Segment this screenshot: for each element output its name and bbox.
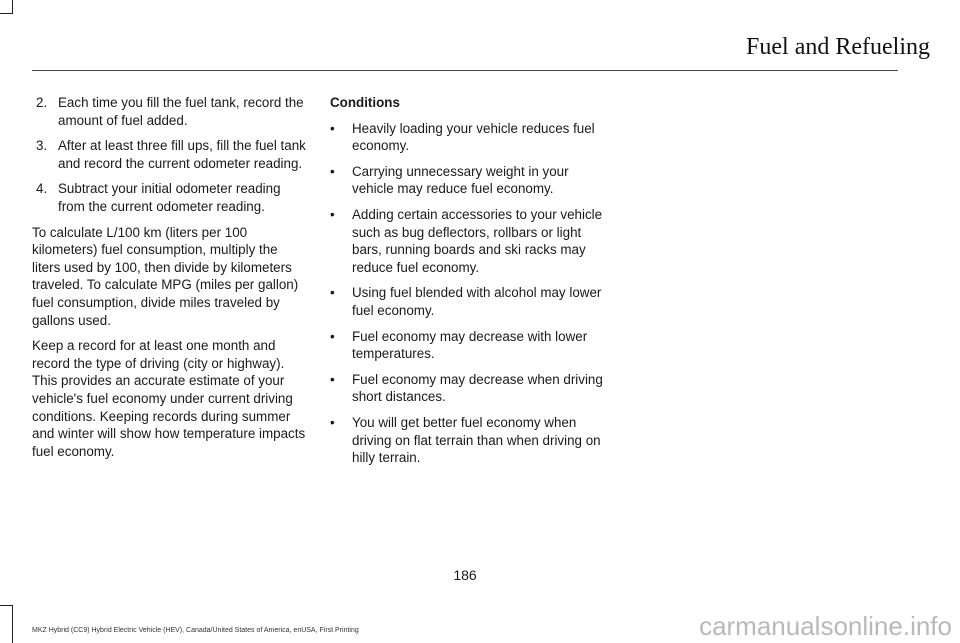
- bullet-item: [330, 328, 606, 363]
- item-text: After at least three fill ups, fill the fuel tank and record the current odometer reading.: [58, 138, 306, 171]
- bullet-text: Adding certain accessories to your vehicle such as bug deflectors, rollbars or light bars, running boards and ski racks may reduce fuel economy.: [352, 206, 603, 275]
- bullet-text: Fuel economy may decrease when driving short distances.: [352, 371, 603, 405]
- item-text: Subtract your initial odometer reading from the current odometer reading.: [58, 181, 281, 214]
- bullet-text: Carrying unnecessary weight in your vehicle may reduce fuel economy.: [352, 163, 569, 197]
- bullet-text: Fuel economy may decrease with lower temperatures.: [352, 328, 588, 362]
- crop-mark-bottom-left-horizontal: [0, 605, 13, 606]
- crop-mark-top-left-horizontal: [0, 13, 13, 14]
- section-heading: Conditions: [330, 95, 400, 110]
- crop-mark-bottom-left-vertical: [12, 605, 13, 643]
- numbered-item: [32, 94, 308, 129]
- left-column: [32, 94, 308, 468]
- document-info: MKZ Hybrid (CC9) Hybrid Electric Vehicle (HEV), Canada/United States of America, enUSA, First Printing: [32, 627, 359, 634]
- bullet-dot: •: [330, 120, 335, 136]
- bullet-item: [330, 120, 606, 155]
- watermark-logo: carmanualsonline.info: [699, 611, 952, 641]
- item-number: 3.: [36, 138, 48, 154]
- bullet-dot: •: [330, 163, 335, 179]
- item-number: 4.: [36, 181, 48, 197]
- numbered-item: [32, 180, 308, 215]
- bullet-dot: •: [330, 371, 335, 387]
- bullet-item: [330, 206, 606, 276]
- bullet-dot: •: [330, 414, 335, 430]
- bullet-dot: •: [330, 206, 335, 222]
- bullet-text: Using fuel blended with alcohol may lower fuel economy.: [352, 285, 602, 318]
- paragraph-fuel-consumption: To calculate L/100 km (liters per 100 kilometers) fuel consumption, multiply the liters used by 100, then divide by kilometers traveled. To calculate MPG (miles per gallon) fuel consumption, divide miles traveled by gallons used.: [32, 224, 299, 328]
- page-number: 186: [453, 567, 477, 583]
- bullet-text: You will get better fuel economy when driving on flat terrain than when driving on hilly terrain.: [352, 414, 601, 466]
- numbered-item: [32, 137, 308, 172]
- page-title: Fuel and Refueling: [746, 34, 930, 60]
- bullet-item: [330, 284, 606, 319]
- bullet-text: Heavily loading your vehicle reduces fuel economy.: [352, 120, 595, 154]
- bullet-item: [330, 371, 606, 406]
- right-column: [330, 94, 606, 475]
- bullet-item: [330, 414, 606, 467]
- crop-mark-top-left-vertical: [12, 0, 13, 14]
- bullet-dot: •: [330, 285, 335, 301]
- bullet-item: [330, 163, 606, 198]
- bullet-dot: •: [330, 328, 335, 344]
- paragraph-record-keeping: Keep a record for at least one month and record the type of driving (city or highway). This provides an accurate estimate of your vehicle's fuel economy under current driving conditions. Keeping records during summer and winter will show how temperature impacts fuel economy.: [32, 338, 306, 459]
- header-divider: [32, 70, 898, 71]
- item-number: 2.: [36, 95, 48, 110]
- item-text: Each time you fill the fuel tank, record the amount of fuel added.: [58, 95, 304, 128]
